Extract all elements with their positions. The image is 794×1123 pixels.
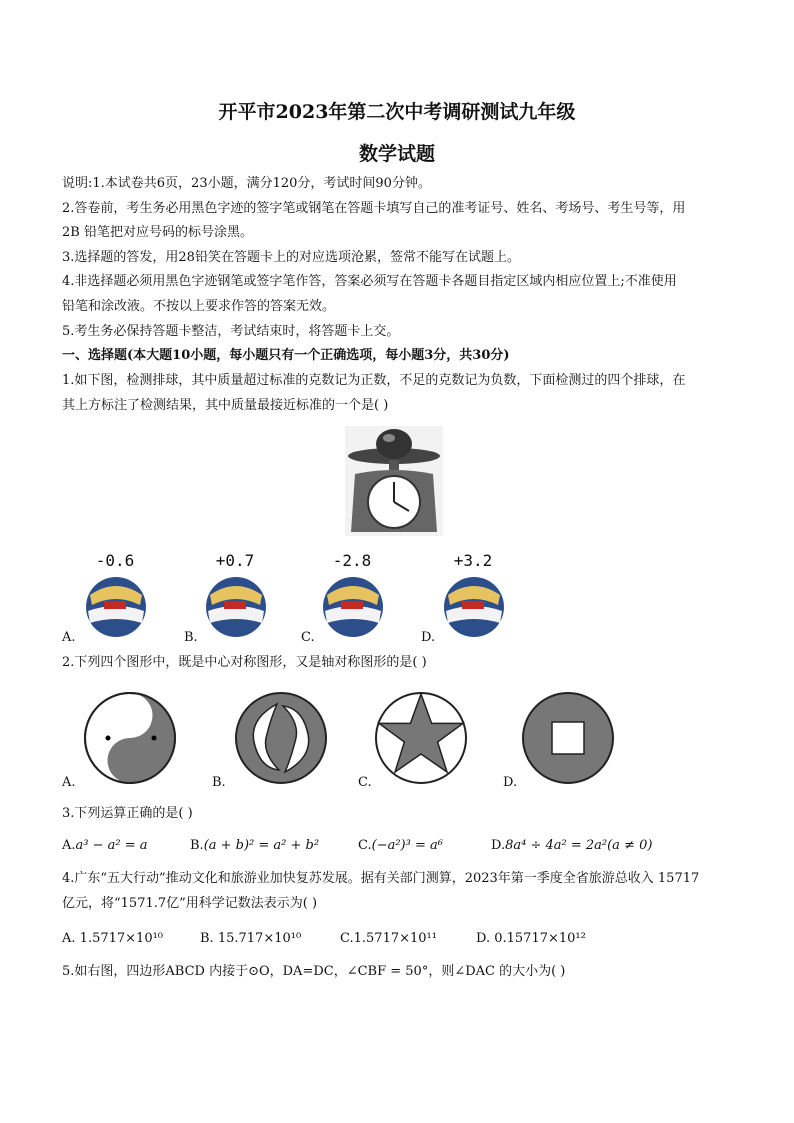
volleyball-icon (82, 575, 152, 639)
option-expression: 15.717×10¹⁰ (217, 931, 302, 946)
instruction-line: 说明:1.本试卷共6页，23小题，满分120分，考试时间90分钟。 (62, 176, 431, 191)
scale-figure (345, 426, 443, 536)
section-heading: 一、选择题(本大题10小题，每小题只有一个正确选项，每小题3分，共30分) (62, 348, 510, 363)
option-label: C. (358, 775, 372, 790)
option-label: C. (340, 931, 354, 946)
option-expression: 1.5717×10¹⁰ (79, 931, 164, 946)
option-label: D. (503, 775, 518, 790)
q1-text-line1: 1.如下图，检测排球，其中质量超过标准的克数记为正数，不足的克数记为负数，下面检测过的四个排球，在 (62, 373, 686, 388)
option-expression: (a + b)² = a² + b² (203, 838, 320, 853)
option-expression: 1.5717×10¹¹ (353, 931, 437, 946)
ball-value: +3.2 (453, 551, 493, 570)
q1-text-line2: 其上方标注了检测结果，其中质量最接近标准的一个是( ) (62, 398, 389, 413)
option-expression: (−a²)³ = a⁶ (371, 838, 443, 853)
q4-option-d (476, 931, 586, 946)
option-label: A. (62, 630, 76, 645)
swirl-logo-figure (233, 690, 329, 786)
page-subtitle: 数学试题 (358, 143, 435, 165)
q4-option-a (62, 931, 163, 946)
q5-text: 5.如右图，四边形ABCD 内接于⊙O，DA=DC，∠CBF = 50°，则∠DAC 的大小为( ) (62, 964, 566, 979)
instruction-line: 铅笔和涂改液。不按以上要求作答的答案无效。 (62, 299, 336, 314)
q4-text-line1: 4.广东“五大行动”推动文化和旅游业加快复苏发展。据有关部门测算，2023年第一季度全省旅游总收入 15717 (62, 871, 700, 886)
option-label: B. (212, 775, 226, 790)
option-label: B. (190, 838, 204, 853)
volleyball-icon (202, 575, 272, 639)
instruction-line: 3.选择题的答发，用28铅笑在答题卡上的对应选项沧累，签常不能写在试题上。 (62, 250, 520, 265)
option-label: C. (358, 838, 372, 853)
q2-text: 2.下列四个图形中，既是中心对称图形，又是轴对称图形的是( ) (62, 655, 427, 670)
option-expression: 0.15717×10¹² (494, 931, 586, 946)
option-label: A. (62, 838, 76, 853)
q3-option-b (190, 838, 319, 853)
option-label: B. (184, 630, 198, 645)
option-expression: a³ − a² = a (75, 838, 148, 853)
ball-value: -2.8 (332, 551, 372, 570)
star-in-circle-figure (373, 690, 469, 786)
option-expression: 8a⁴ ÷ 4a² = 2a²(a ≠ 0) (505, 838, 653, 853)
page-title: 开平市2023年第二次中考调研测试九年级 (218, 101, 576, 123)
coin-square-figure (520, 690, 616, 786)
q3-option-a (62, 838, 148, 853)
option-label: D. (421, 630, 436, 645)
q4-option-c (340, 931, 437, 946)
q3-text: 3.下列运算正确的是( ) (62, 806, 193, 821)
option-label: B. (200, 931, 214, 946)
instruction-line: 5.考生务必保持答题卡整洁，考试结束时，将答题卡上交。 (62, 324, 400, 339)
option-label: A. (62, 931, 76, 946)
option-label: A. (62, 775, 76, 790)
q4-option-b (200, 931, 301, 946)
instruction-line: 4.非选择题必须用黑色字迹钢笔或签字笔作答，答案必须写在答题卡各题目指定区域内相应位置上;不准使用 (62, 274, 677, 289)
ball-value: -0.6 (95, 551, 135, 570)
instruction-line: 2.答卷前，考生务必用黑色字迹的签字笔或钢笔在答题卡填写自己的准考证号、姓名、考场号、考生号等，用 (62, 201, 686, 216)
yin-yang-figure (82, 690, 178, 786)
option-label: C. (301, 630, 315, 645)
q4-text-line2: 亿元，将“1571.7亿”用科学记数法表示为( ) (62, 896, 318, 911)
ball-value: +0.7 (215, 551, 255, 570)
volleyball-icon (319, 575, 389, 639)
instruction-line: 2B 铅笔把对应号码的标号涂黑。 (62, 225, 253, 240)
option-label: D. (476, 931, 491, 946)
q3-option-c (358, 838, 443, 853)
option-label: D. (491, 838, 506, 853)
q3-option-d (491, 838, 652, 853)
volleyball-icon (440, 575, 510, 639)
